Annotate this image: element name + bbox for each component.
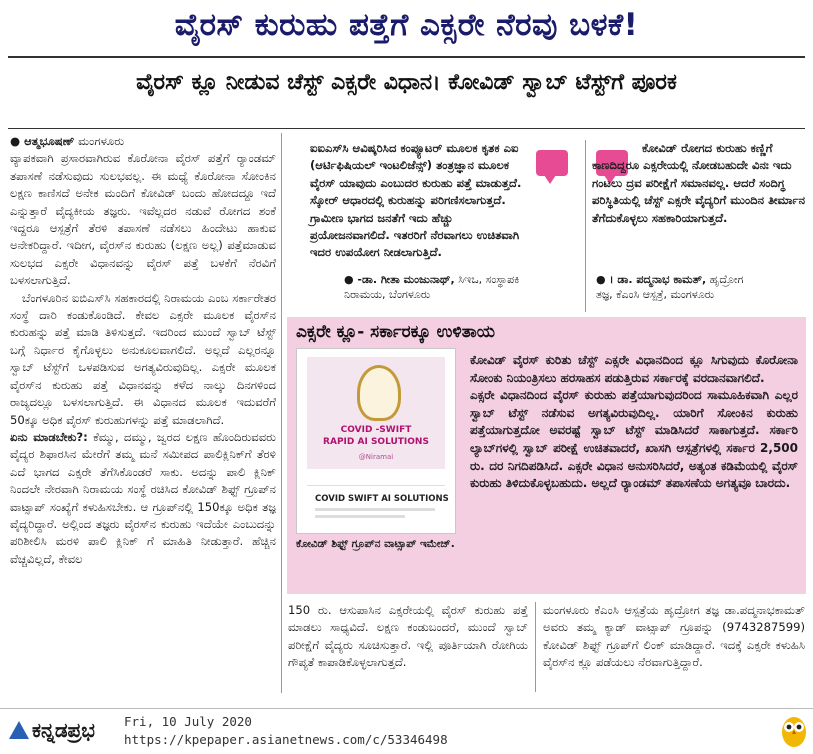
edition-date: Fri, 10 July 2020	[124, 714, 252, 729]
quote-iisc-source-name: ● -ಡಾ. ಗೀತಾ ಮಂಜುನಾಥ್,	[344, 273, 455, 286]
quote-iisc-source-org: ನಿರಾಮಯ, ಬೆಂಗಳೂರು	[344, 288, 431, 301]
bottom-right-text: ಮಂಗಳೂರು ಕೆಎಂಸಿ ಆಸ್ಪತ್ರೆಯ ಹೃದ್ರೋಗ ತಜ್ಞ ಡಾ.ಪದ್ಮನಾಭಕಾಮತ್ ಅವರು ತಮ್ಮ ಕ್ಯಾಡ್ ವಾಟ್ಸಾಪ್ ಗ್ರೂಪನ್ನು (9743287599) ಕೋವಿಡ್ ಶಿಫ್ಟ್ ಗ್ರೂಪ್‌ಗೆ ಲಿಂಕ್ ಮಾಡಿದ್ದಾರೆ. ಇದಕ್ಕೆ ಎಕ್ಸರೇ ಕಳುಹಿಸಿ ವೈರಸ್‌ನ ಕ್ಲೂ ಪಡೆಯಲು ನೆರವಾಗುತ್ತಿದ್ದಾರೆ.	[543, 603, 805, 670]
bottom-middle-column	[288, 602, 528, 672]
bottom-right-column	[543, 602, 805, 672]
byline	[10, 133, 276, 150]
quote-kmc-source	[596, 272, 806, 302]
quote-iisc-source-role: ಸಿಇಒ, ಸಂಸ್ಥಾಪಕಿ	[458, 273, 520, 286]
column-divider-quotes	[585, 140, 586, 312]
photo-card	[307, 485, 449, 526]
what-to-do-paragraph	[10, 429, 276, 568]
whatsapp-group-photo	[296, 348, 456, 534]
savings-box-title: ಎಕ್ಸರೇ ಕ್ಲೂ- ಸರ್ಕಾರಕ್ಕೂ ಉಳಿತಾಯ	[296, 322, 495, 342]
headline-rule	[8, 56, 805, 58]
brand-logo-icon	[9, 721, 29, 739]
what-to-do-label: ಏನು ಮಾಡಬೇಕು?:	[10, 429, 88, 444]
savings-box-text	[470, 352, 798, 493]
subheadline-rule	[8, 128, 805, 129]
photo-card-title: COVID SWIFT AI SOLUTIONS	[315, 494, 449, 504]
byline-place: ಮಂಗಳೂರು	[78, 134, 125, 148]
photo-card-line	[315, 508, 435, 511]
brand-name: ಕನ್ನಡಪ್ರಭ	[32, 718, 95, 742]
what-to-do-text: ಕೆಮ್ಮು, ದಮ್ಮು, ಜ್ವರದ ಲಕ್ಷಣ ಹೊಂದಿರುವವರು ವೈದ್ಯರ ಶಿಫಾರಸಿನ ಮೇರೆಗೆ ತಮ್ಮ ಮನೆ ಸಮೀಪದ ಪಾಲಿಕ್ಲಿನಿಕ್‌ಗೆ ತೆರಳಿ ಎದೆ ಭಾಗದ ಎಕ್ಸರೇ ತೆಗೆಸಿಕೊಂಡರೆ ಸಾಕು. ಅದನ್ನು ಪಾಲಿ ಕ್ಲಿನಿಕ್ ನಿಂದಲೇ ನೇರವಾಗಿ ನಿರಾಮಯ ಸಂಸ್ಥೆ ರಚಿಸಿದ ಕೋವಿಡ್ ಶಿಫ್ಟ್ ಗ್ರೂಪ್‌ನ ವಾಟ್ಸಾಪ್ ಸಂಖ್ಯೆಗೆ ಕಳುಹಿಸಬೇಕು. ಆ ಗ್ರೂಪ್‌ನಲ್ಲಿ 150ಕ್ಕೂ ಅಧಿಕ ತಜ್ಞ ವೈದ್ಯರಿದ್ದಾರೆ. ಅಲ್ಲಿಂದ ತಜ್ಞರು ವೈರಸ್‌ನ ಕುರುಹು ಇದೆಯೇ ಎಂಬುದನ್ನು ಪರಿಶೀಲಿಸಿ ಮರಳಿ ಪಾಲಿ ಕ್ಲಿನಿಕ್ ಗೆ ಮಾಹಿತಿ ನೀಡುತ್ತಾರೆ. ಹೆಚ್ಚಿನ ವೆಚ್ಚವಿಲ್ಲದೆ, ಕೇವಲ	[10, 429, 276, 566]
byline-name: ● ಆತ್ಮಭೂಷಣ್	[10, 134, 75, 148]
emblem-icon	[357, 365, 401, 421]
column-divider-left	[281, 133, 282, 693]
owl-mascot-icon	[780, 712, 808, 748]
bottom-middle-text: 150 ರು. ಆಸುಪಾಸಿನ ಎಕ್ಸರೇಯಲ್ಲಿ ವೈರಸ್ ಕುರುಹು ಪತ್ತೆ ಮಾಡಲು ಸಾಧ್ಯವಿದೆ. ಲಕ್ಷಣ ಕಂಡುಬಂದರೆ, ಮುಂದೆ ಸ್ವಾಬ್ ಪರೀಕ್ಷೆಗೆ ವೈದ್ಯರು ಸೂಚಿಸುತ್ತಾರೆ. ಇಲ್ಲಿ ಪೂರ್ತಿಯಾಗಿ ರೋಗಿಯ ಗೌಪ್ಯತೆ ಕಾಪಾಡಿಕೊಳ್ಳಲಾಗುತ್ತದೆ.	[288, 603, 528, 670]
left-paragraph-2: ಬೆಂಗಳೂರಿನ ಐಬಿಎಸ್‌ಸಿ ಸಹಕಾರದಲ್ಲಿ ನಿರಾಮಯ ಎಂಬ ಸರ್ಕಾರೇತರ ಸಂಸ್ಥೆ ದಾರಿ ಕಂಡುಕೊಂಡಿದೆ. ಕೇವಲ ಎಕ್ಸರೇ ಮೂಲಕ ವೈರಸ್‌ನ ಕುರುಹನ್ನು ಪತ್ತೆ ಮಾಡಿ ತಿಳಿಸುತ್ತದೆ. ಇದರಿಂದ ಮುಂದೆ ಸ್ವಾಬ್ ಟೆಸ್ಟ್ ಬಗ್ಗೆ ನಿರ್ಧಾರ ಕೈಗೊಳ್ಳಲು ಅನುಕೂಲವಾಗಲಿದೆ. ಅಲ್ಲದೆ ಎಲ್ಲರನ್ನೂ ಸ್ವಾಬ್ ಟೆಸ್ಟ್‌ಗೆ ಒಳಪಡಿಸುವ ಅಗತ್ಯವಿರುವುದಿಲ್ಲ. ಎಕ್ಸರೇ ಮೂಲಕ ವೈರಸ್‌ನ ಕುರುಹು ಪತ್ತೆ ವಿಧಾನವನ್ನು ಕಳೆದ ನಾಲ್ಕು ದಿನಗಳಿಂದ ರಾಜ್ಯದಲ್ಲೂ ಬಳಸಲಾಗುತ್ತಿದೆ. ಈ ವಿಧಾನದ ಮೂಲಕ ಇದುವರೆಗೆ 50ಕ್ಕೂ ಅಧಿಕ ವೈರಸ್ ಕುರುಹುಗಳನ್ನು ಪತ್ತೆ ಮಾಡಲಾಗಿದೆ.	[10, 290, 276, 427]
savings-paragraph-1: ಕೋವಿಡ್ ವೈರಸ್ ಕುರಿತು ಚೆಸ್ಟ್ ಎಕ್ಸರೇ ವಿಧಾನದಿಂದ ಕ್ಲೂ ಸಿಗುವುದು ಕೊರೋನಾ ಸೋಂಕು ನಿಯಂತ್ರಿಸಲು ಹರಸಾಹಸ ಪಡುತ್ತಿರುವ ಸರ್ಕಾರಕ್ಕೆ ವರದಾನವಾಗಲಿದೆ.	[470, 353, 798, 385]
photo-handle: @Niramai	[358, 453, 394, 461]
photo-banner	[307, 357, 445, 469]
photo-caption: ಕೋವಿಡ್ ಶಿಫ್ಟ್ ಗ್ರೂಪ್‌ನ ವಾಟ್ಸಾಪ್ ಇಮೇಜ್.	[296, 538, 455, 550]
photo-title-line1: COVID -SWIFT	[340, 425, 412, 435]
left-paragraph-1: ವ್ಯಾಪಕವಾಗಿ ಪ್ರಸಾರವಾಗಿರುವ ಕೊರೋನಾ ವೈರಸ್ ಪತ್ತೆಗೆ ರ‍್ಯಾಂಡಮ್ ತಪಾಸಣೆ ನಡೆಸುವುದು ಸುಲಭವಲ್ಲ. ಈ ಮಧ್ಯೆ ಕೊರೋನಾ ಸೋಂಕಿನ ಲಕ್ಷಣ ಕಾಣಿಸದೆ ಅನೇಕ ಮಂದಿಗೆ ಕೋವಿಡ್ ಬಂದು ಹೋದದ್ದೂ ಇದೆ ಎನ್ನುತ್ತಾರೆ ವೈದ್ಯಕೀಯ ತಜ್ಞರು. ಇವೆಲ್ಲದರ ನಡುವೆ ರೋಗದ ಶಂಕೆ ಇದ್ದರೂ ಆಸ್ಪತ್ರೆಗೆ ತೆರಳಿ ತಪಾಸಣೆ ನಡೆಸಲು ಹಿಂದೇಟು ಹಾಕುವ ಅನೇಕರಿದ್ದಾರೆ. ಇದೀಗ, ವೈರಸ್‌ನ ಕುರುಹು (ಲಕ್ಷಣ ಅಲ್ಲ) ಪತ್ತೆಮಾಡುವ ಸುಲಭದ ಎಕ್ಸರೇ ವಿಧಾನವನ್ನು ವೈರಸ್ ಪತ್ತೆ ಬಳಕೆಗೆ ನೆರವಿಗೆ ಬಳಸಲಾಗುತ್ತಿದೆ.	[10, 151, 276, 288]
quote-kmc: ಕೋವಿಡ್ ರೋಗದ ಕುರುಹು ಕಣ್ಣಿಗೆ ಕಾಣದಿದ್ದರೂ ಎಕ್ಸರೇಯಲ್ಲಿ ನೋಡಬಹುದೇ ವಿನಃ ಇದು ಗಂಟಲು ದ್ರವ ಪರೀಕ್ಷೆಗೆ ಸಮಾನವಲ್ಲ. ಆದರೆ ಸಂದಿಗ್ಧ ಪರಿಸ್ಥಿತಿಯಲ್ಲಿ ಚೆಸ್ಟ್ ಎಕ್ಸರೇ ವೈದ್ಯರಿಗೆ ಮುಂದಿನ ತೀರ್ಮಾನ ತೆಗೆದುಕೊಳ್ಳಲು ಸಹಕಾರಿಯಾಗುತ್ತದೆ.	[592, 141, 806, 225]
footer-rule	[0, 708, 813, 709]
photo-card-line	[315, 515, 405, 518]
savings-paragraph-2: ಎಕ್ಸರೇ ವಿಧಾನದಿಂದ ವೈರಸ್ ಕುರುಹು ಪತ್ತೆಯಾಗುವುದರಿಂದ ಸಾಮೂಹಿಕವಾಗಿ ಎಲ್ಲರ ಸ್ವಾಬ್ ಟೆಸ್ಟ್ ನಡೆಸುವ ಅಗತ್ಯವಿರುವುದಿಲ್ಲ. ಯಾರಿಗೆ ಸೋಂಕಿನ ಕುರುಹು ಪತ್ತೆಯಾಗುತ್ತದೋ ಅವರಷ್ಟೆ ಸ್ವಾಬ್ ಟೆಸ್ಟ್ ಮಾಡಿಸಿದರೆ ಸಾಕಾಗುತ್ತದೆ. ಸರ್ಕಾರಿ ಲ್ಯಾಬ್‌ಗಳಲ್ಲಿ ಸ್ವಾಬ್ ಪರೀಕ್ಷೆ ಉಚಿತವಾದರೆ, ಖಾಸಗಿ ಆಸ್ಪತ್ರೆಗಳಲ್ಲಿ ಸರ್ಕಾರ 2,500 ರು. ದರ ನಿಗದಿಪಡಿಸಿದೆ. ಎಕ್ಸರೇ ವಿಧಾನ ಅನುಸರಿಸಿದರೆ, ಅತ್ಯಂತ ಕಡಿಮೆಯಲ್ಲಿ ವೈರಸ್ ಕುರುಹು ತಿಳಿದುಕೊಳ್ಳಬಹುದು. ಅಲ್ಲದೆ ರ‍್ಯಾಂಡಮ್ ತಪಾಸಣೆಯ ಅಗತ್ಯವೂ ಬಾರದು.	[470, 388, 798, 491]
epaper-url[interactable]: https://kpepaper.asianetnews.com/c/53346498	[124, 732, 448, 747]
photo-title-line2: RAPID AI SOLUTIONS	[323, 437, 429, 447]
quote-iisc-source	[344, 272, 574, 302]
headline: ವೈರಸ್ ಕುರುಹು ಪತ್ತೆಗೆ ಎಕ್ಸರೇ ನೆರವು ಬಳಕೆ!	[174, 7, 639, 43]
quote-kmc-source-org: ತಜ್ಞ, ಕೆಎಂಸಿ ಆಸ್ಪತ್ರೆ, ಮಂಗಳೂರು	[596, 288, 715, 301]
left-column	[10, 133, 276, 568]
subheadline: ವೈರಸ್ ಕ್ಲೂ ನೀಡುವ ಚೆಸ್ಟ್ ಎಕ್ಸರೇ ವಿಧಾನ। ಕೋವಿಡ್ ಸ್ವಾಬ್ ಟೆಸ್ಟ್‌ಗೆ ಪೂರಕ	[136, 70, 677, 95]
quote-bubble-icon	[536, 150, 568, 176]
quote-kmc-source-role: ಹೃದ್ರೋಗ	[709, 273, 744, 286]
quote-iisc: ಐಐಎಸ್‌ಸಿ ಆವಿಷ್ಕರಿಸಿದ ಕಂಪ್ಯೂಟರ್ ಮೂಲಕ ಕೃತಕ ಎಐ (ಆರ್ಟಿಫಿಷಿಯಲ್ ಇಂಟಲಿಜೆನ್ಸ್) ತಂತ್ರಜ್ಞಾನ ಮೂಲಕ ವೈರಸ್ ಯಾವುದು ಎಂಬುದರ ಕುರುಹು ಪತ್ತೆ ಮಾಡುತ್ತದೆ. ಸ್ಕೋರ್ ಆಧಾರದಲ್ಲಿ ಕುರುಹನ್ನು ಪರಿಗಣಿಸಲಾಗುತ್ತದೆ. ಗ್ರಾಮೀಣ ಭಾಗದ ಜನತೆಗೆ ಇದು ಹೆಚ್ಚು ಪ್ರಯೋಜನವಾಗಲಿದೆ. ಇತರರಿಗೆ ನೆರವಾಗಲು ಉಚಿತವಾಗಿ ಇದರ ಉಪಯೋಗ ನೀಡಲಾಗುತ್ತಿದೆ.	[310, 141, 522, 260]
column-divider-bottom	[535, 602, 536, 692]
quote-kmc-source-name: ● । ಡಾ. ಪದ್ಮನಾಭ ಕಾಮತ್,	[596, 273, 707, 286]
